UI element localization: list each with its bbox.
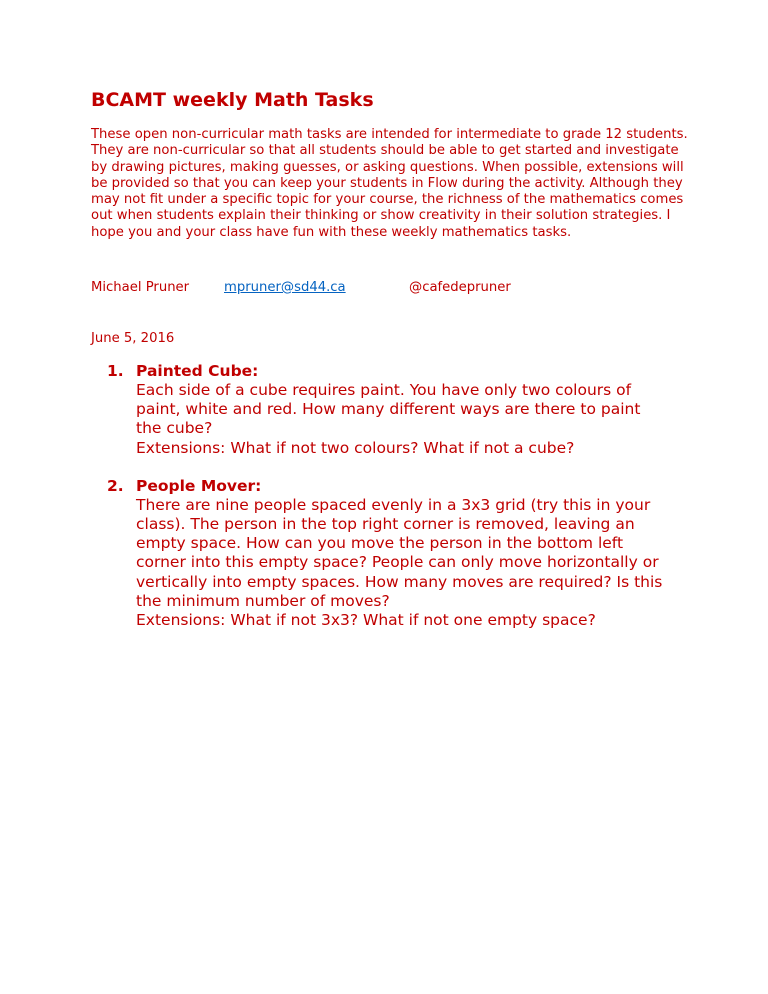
task-extensions: Extensions: What if not two colours? What if not a cube? <box>136 438 575 457</box>
task-heading: People Mover: <box>136 476 262 495</box>
task-body: Each side of a cube requires paint. You have only two colours of paint, white and red. How many different ways are there to paint the cube? <box>136 381 641 438</box>
task-list <box>107 362 667 649</box>
page-title: BCAMT weekly Math Tasks <box>91 89 374 111</box>
author-twitter-handle: @cafedepruner <box>409 280 511 295</box>
task-item-people-mover <box>107 477 667 630</box>
author-name: Michael Pruner <box>91 280 190 295</box>
task-item-painted-cube <box>107 362 667 458</box>
intro-paragraph: These open non-curricular math tasks are intended for intermediate to grade 12 students. They are non-curricular so that all students should be able to get started and investigate by drawing pictures, making guesses, or asking questions. When possible, extensions will be provided so that you can keep your students in Flow during the activity. Although they may not fit under a specific topic for your course, the richness of the mathematics comes out when students explain their thinking or show creativity in their solution strategies. I hope you and your class have fun with these weekly mathematics tasks. <box>91 127 688 240</box>
author-email-link[interactable]: mpruner@sd44.ca <box>224 280 346 295</box>
task-extensions: Extensions: What if not 3x3? What if not one empty space? <box>136 611 596 630</box>
task-heading: Painted Cube: <box>136 362 259 380</box>
task-body: There are nine people spaced evenly in a 3x3 grid (try this in your class). The person in the top right corner is removed, leaving an empty space. How can you move the person in the bottom left corner into this empty space? People can only move horizontally or vertically into empty spaces. How many moves are required? Is this the minimum number of moves? <box>136 495 663 610</box>
task-number: 1. <box>107 362 124 380</box>
task-number: 2. <box>107 476 124 495</box>
publish-date: June 5, 2016 <box>91 331 175 346</box>
